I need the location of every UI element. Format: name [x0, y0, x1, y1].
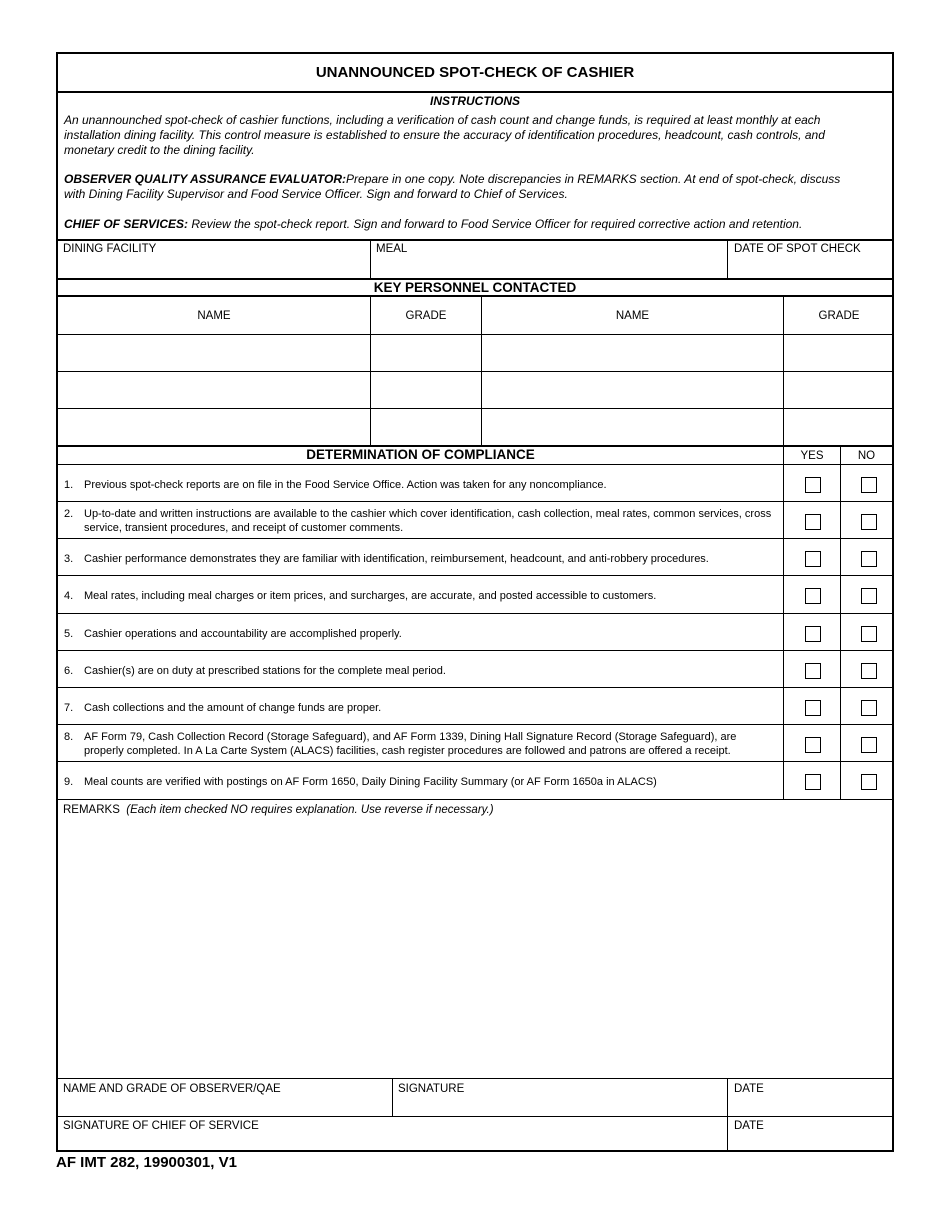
divider	[58, 91, 892, 93]
remarks-note: (Each item checked NO requires explanation. Use reverse if necessary.)	[126, 804, 494, 816]
personnel-grade-field[interactable]	[371, 335, 481, 371]
chief-text: Review the spot-check report. Sign and forward to Food Service Officer for required corrective action and retention.	[188, 217, 803, 231]
personnel-name-field[interactable]	[482, 409, 783, 445]
yes-checkbox[interactable]	[805, 737, 821, 753]
no-column-header: NO	[857, 450, 876, 462]
instructions-intro: An unannounched spot-check of cashier functions, including a verification of cash count and change funds, is required at least monthly at each installation dining facility. This control measure is established to ensure the accuracy of identification procedures, headcount, cash controls, and monetary credit to the dining facility.	[64, 113, 825, 157]
yes-checkbox[interactable]	[805, 514, 821, 530]
date-of-spot-check-field[interactable]	[728, 256, 892, 278]
grade-column-header: GRADE	[405, 310, 447, 322]
no-checkbox[interactable]	[861, 551, 877, 567]
yes-checkbox[interactable]	[805, 663, 821, 679]
observer-date-field[interactable]	[728, 1097, 892, 1116]
personnel-grade-field[interactable]	[784, 409, 892, 445]
compliance-item-7: 7. Cash collections and the amount of change funds are proper.	[64, 702, 382, 714]
yes-checkbox[interactable]	[805, 551, 821, 567]
compliance-item-8: 8. AF Form 79, Cash Collection Record (Storage Safeguard), and AF Form 1339, Dining Hall Signature Record (Storage Safeguard), are properly completed. In A La Carte System (ALACS) facilities, cash register procedures are followed and patrons are offered a receipt.	[64, 731, 737, 757]
meal-label: MEAL	[376, 243, 408, 255]
personnel-name-field[interactable]	[482, 372, 783, 408]
remarks-field[interactable]	[58, 820, 892, 1077]
observer-text: Prepare in one copy. Note discrepancies in REMARKS section. At end of spot-check, discuss with Dining Facility Supervisor and Food Service Officer. Sign and forward to Chief of Services.	[64, 172, 841, 201]
date-of-spot-check-label: DATE OF SPOT CHECK	[734, 243, 861, 255]
personnel-name-field[interactable]	[58, 335, 370, 371]
chief-signature-field[interactable]	[58, 1134, 727, 1150]
instructions-heading: INSTRUCTIONS	[430, 94, 520, 108]
no-checkbox[interactable]	[861, 514, 877, 530]
compliance-item-2: 2. Up-to-date and written instructions are available to the cashier which cover identification, cash collection, meal rates, common services, cross service, transient procedures, and receipt of customer comments.	[64, 508, 772, 534]
personnel-grade-field[interactable]	[784, 335, 892, 371]
no-checkbox[interactable]	[861, 737, 877, 753]
observer-signature-field[interactable]	[393, 1097, 727, 1116]
personnel-grade-field[interactable]	[371, 372, 481, 408]
observer-label: OBSERVER QUALITY ASSURANCE EVALUATOR:	[64, 172, 347, 186]
no-checkbox[interactable]	[861, 477, 877, 493]
yes-checkbox[interactable]	[805, 588, 821, 604]
remarks-label: REMARKS (Each item checked NO requires explanation. Use reverse if necessary.)	[63, 804, 494, 816]
signature-label: SIGNATURE	[398, 1083, 465, 1095]
yes-checkbox[interactable]	[805, 626, 821, 642]
observer-name-grade-field[interactable]	[58, 1097, 392, 1116]
no-checkbox[interactable]	[861, 626, 877, 642]
name-column-header: NAME	[197, 310, 231, 322]
compliance-item-3: 3. Cashier performance demonstrates they are familiar with identification, reimbursement, headcount, and anti-robbery procedures.	[64, 553, 709, 565]
no-checkbox[interactable]	[861, 588, 877, 604]
compliance-heading: DETERMINATION OF COMPLIANCE	[306, 447, 535, 462]
yes-checkbox[interactable]	[805, 700, 821, 716]
yes-column-header: YES	[800, 450, 824, 462]
no-checkbox[interactable]	[861, 700, 877, 716]
date-label: DATE	[734, 1083, 764, 1095]
compliance-item-9: 9. Meal counts are verified with postings on AF Form 1650, Daily Dining Facility Summary (or AF Form 1650a in ALACS)	[64, 776, 657, 788]
personnel-grade-field[interactable]	[371, 409, 481, 445]
spot-check-form	[56, 52, 894, 1152]
date-label: DATE	[734, 1120, 764, 1132]
name-column-header: NAME	[615, 310, 650, 322]
chief-instructions	[64, 217, 862, 232]
meal-field[interactable]	[371, 256, 727, 278]
key-personnel-heading: KEY PERSONNEL CONTACTED	[373, 280, 577, 295]
observer-instructions	[64, 172, 862, 202]
dining-facility-field[interactable]	[58, 256, 370, 278]
personnel-name-field[interactable]	[482, 335, 783, 371]
observer-name-grade-label: NAME AND GRADE OF OBSERVER/QAE	[63, 1083, 281, 1095]
form-number: AF IMT 282, 19900301, V1	[56, 1154, 237, 1171]
yes-checkbox[interactable]	[805, 477, 821, 493]
compliance-item-6: 6. Cashier(s) are on duty at prescribed stations for the complete meal period.	[64, 665, 446, 677]
chief-label: CHIEF OF SERVICES:	[64, 217, 189, 231]
grade-column-header: GRADE	[818, 310, 860, 322]
chief-date-field[interactable]	[728, 1134, 892, 1150]
personnel-grade-field[interactable]	[784, 372, 892, 408]
dining-facility-label: DINING FACILITY	[63, 243, 157, 255]
compliance-item-4: 4. Meal rates, including meal charges or item prices, and surcharges, are accurate, and posted accessible to customers.	[64, 590, 657, 602]
chief-signature-label: SIGNATURE OF CHIEF OF SERVICE	[63, 1120, 259, 1132]
personnel-name-field[interactable]	[58, 409, 370, 445]
personnel-name-field[interactable]	[58, 372, 370, 408]
form-title: UNANNOUNCED SPOT-CHECK OF CASHIER	[315, 64, 635, 81]
compliance-item-5: 5. Cashier operations and accountability are accomplished properly.	[64, 628, 402, 640]
no-checkbox[interactable]	[861, 774, 877, 790]
no-checkbox[interactable]	[861, 663, 877, 679]
divider	[58, 239, 892, 241]
compliance-item-1: 1. Previous spot-check reports are on file in the Food Service Office. Action was taken for any noncompliance.	[64, 479, 607, 491]
yes-checkbox[interactable]	[805, 774, 821, 790]
